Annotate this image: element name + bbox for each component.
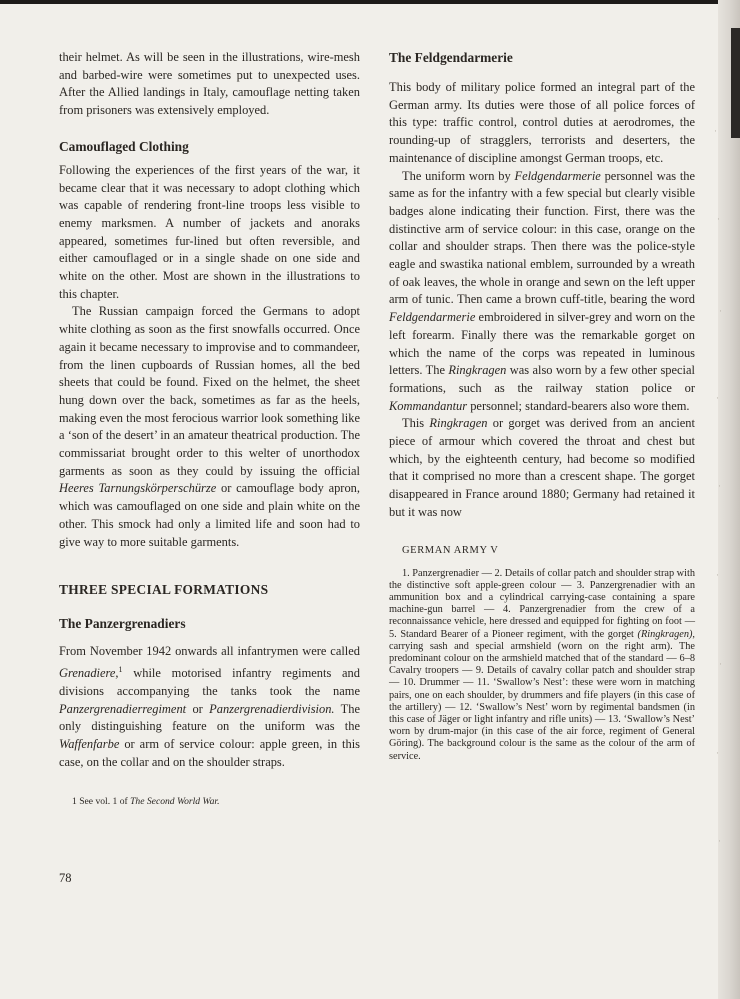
top-edge-shadow bbox=[0, 0, 740, 4]
scan-speck: · bbox=[719, 306, 722, 316]
scan-speck: · bbox=[714, 126, 717, 136]
scan-speck: · bbox=[718, 481, 721, 491]
feldgendarmerie-paragraph-2: The uniform worn by Feldgendarmerie personnel was the same as for the infantry with a few special but clearly visible badges alone indicating their function. First, there was the distinctive arm of service colour: in this case, orange on the collar and shoulder straps. Then there was the police-style eagle and swastika national emblem, surrounded by a wreath of oak leaves, the whole in orange and sewn on the left upper arm of tunic. Then came a brown cuff-title, bearing the word Feldgendarmerie embroidered in silver-grey and worn on the left forearm. Finally there was the remarkable gorget on which the name of the corps was repeated in luminous letters. The Ringkragen was also worn by a few other special formations, such as the railway station police or Kommandantur personnel; standard-bearers also wore them. bbox=[389, 168, 696, 413]
right-column bbox=[389, 49, 695, 763]
scan-speck: · bbox=[716, 393, 719, 403]
heading-camouflaged-clothing: Camouflaged Clothing bbox=[59, 138, 189, 154]
panzergrenadiers-paragraph: From November 1942 onwards all infantrymen were called Grenadiere,$^1$ while motorised infantry regiments and divisions accompanying the tanks took the name Panzergrenadierregiment or Panzergrenadierdivision. The only distinguishing feature on the uniform was the Waffenfarbe or arm of service colour: apple green, in this case, on the collar and on the shoulder straps. bbox=[59, 644, 360, 769]
binding-shadow bbox=[731, 28, 740, 138]
page-binding-edge bbox=[718, 0, 740, 999]
camouflage-paragraph-1: Following the experiences of the first years of the war, it became clear that it was necessary to adopt clothing which was capable of rendering front-line troops less visible to enemy marksmen. A number of jackets and anoraks appeared, sometimes fur-lined but often reversible, and either camouflaged or in a single shade on one side and white on the other. Most are shown in the illustrations to this chapter. bbox=[59, 162, 360, 301]
footnote: 1 See vol. 1 of The Second World War. bbox=[72, 796, 220, 808]
page-number: 78 bbox=[59, 871, 72, 885]
scan-speck: · bbox=[718, 836, 721, 846]
plate-caption: 1. Panzergrenadier — 2. Details of collar patch and shoulder strap with the distinctive soft apple-green colour — 3. Panzergrenadier with an ammunition box and a cylindrical carrying-case containing a spare machine-gun barrel — 4. Panzergrenadier from the crew of a reconnaissance vehicle, here dressed and equipped for fighting on foot — 5. Standard Bearer of a Pioneer regiment, with the gorget (Ringkragen), carrying sash and special armshield (worn on the right arm). The predominant colour on the armshield matched that of the standard — 6–8 Cavalry troopers — 9. Details of cavalry collar patch and shoulder strap — 10. Drummer — 11. ‘Swallow’s Nest’: these were worn in matching pairs, one on each shoulder, by drummers and fife players (in this case of the artillery) — 12. ‘Swallow’s Nest’ worn by regimental bandsmen (in this case of Jäger or light infantry and rifle units) — 13. ‘Swallow’s Nest’ worn by drum-major (in this case of the air force, regiment of General Göring). The background colour is the same as the colour of the arm of service. bbox=[389, 567, 695, 762]
heading-panzergrenadiers: The Panzergrenadiers bbox=[59, 616, 186, 632]
scan-speck: · bbox=[719, 659, 722, 669]
left-column bbox=[59, 49, 360, 808]
footnote-ref: 1 bbox=[118, 664, 123, 674]
scan-speck: · bbox=[716, 570, 719, 580]
heading-three-special-formations: THREE SPECIAL FORMATIONS bbox=[59, 582, 269, 598]
feldgendarmerie-paragraph-3: This Ringkragen or gorget was derived from an ancient piece of armour which covered the throat and chest but which, by the eighteenth century, had become so modified that it comprised no more than a crescent shape. The gorget disappeared in France around 1880; Germany had retained it but it was now bbox=[389, 416, 695, 519]
scan-speck: · bbox=[716, 748, 719, 758]
camouflage-paragraph-2: The Russian campaign forced the Germans to adopt white clothing as soon as the first snowfalls occurred. Once again it became necessary to improvise and to commandeer, from the linen cupboards of Russian homes, all the bed sheets that could be found. Fixed on the helmet, the sheet hung down over the back, sometimes as far as the heels, making even the most ferocious warrior look something like a ‘son of the desert’ in an amateur theatrical production. The commissariat brought order to this welter of unorthodox garments as soon as they could by issuing the official Heeres Tarnungskörperschürze or camouflage body apron, which was camouflaged on one side and plain white on the other. This smock had only a limited life and soon had to give way to more suitable garments. bbox=[59, 304, 360, 549]
heading-feldgendarmerie: The Feldgendarmerie bbox=[389, 50, 513, 65]
intro-paragraph: their helmet. As will be seen in the illustrations, wire-mesh and barbed-wire were sometimes put to unexpected uses. After the Allied landings in Italy, camouflage netting taken from prisoners was extensively employed. bbox=[59, 50, 360, 118]
feldgendarmerie-paragraph-1: This body of military police formed an integral part of the German army. Its duties were those of all police forces of this type: traffic control, control duties at aerodromes, the rounding-up of stragglers, terrorists and deserters, the maintenance of discipline amongst German troops, etc. bbox=[389, 80, 695, 165]
scan-speck: · bbox=[717, 214, 720, 224]
plate-title: GERMAN ARMY V bbox=[402, 544, 499, 556]
